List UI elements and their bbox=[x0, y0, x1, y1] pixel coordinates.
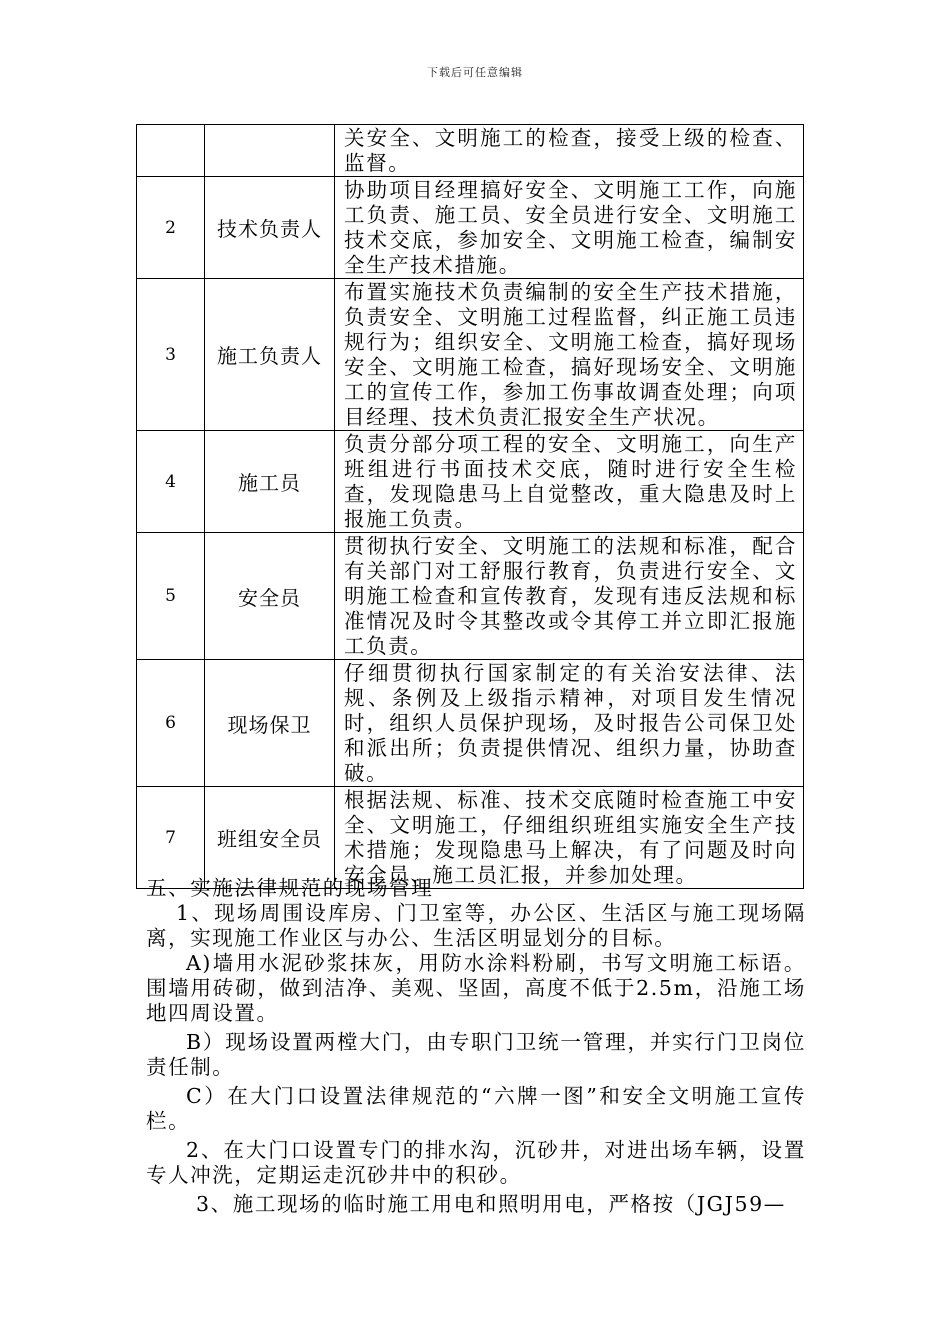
row-number: 5 bbox=[137, 533, 205, 660]
duty-description: 布置实施技术负责编制的安全生产技术措施，负责安全、文明施工过程监督，纠正施工员违规行为；组织安全、文明施工检查，搞好现场安全、文明施工检查，搞好现场安全、文明施工的宣传工作，参加工伤事故调查处理；向项目经理、技术负责汇报安全生产状况。 bbox=[335, 279, 804, 431]
table-row bbox=[137, 431, 804, 533]
responsibility-table bbox=[136, 124, 804, 889]
duty-description: 仔细贯彻执行国家制定的有关治安法律、法规、条例及上级指示精神，对项目发生情况时，组织人员保护现场，及时报告公司保卫处和派出所；负责提供情况、组织力量，协助查破。 bbox=[335, 660, 804, 787]
section-heading: 五、实施法律规范的现场管理 bbox=[146, 876, 434, 900]
page-header: 下载后可任意编辑 bbox=[427, 66, 523, 79]
row-number: 7 bbox=[137, 787, 205, 889]
role-cell: 施工负责人 bbox=[205, 279, 335, 431]
role-cell: 现场保卫 bbox=[205, 660, 335, 787]
paragraph-1: 1、现场周围设库房、门卫室等，办公区、生活区与施工现场隔离，实现施工作业区与办公、生活区明显划分的目标。 bbox=[146, 901, 806, 950]
role-cell: 班组安全员 bbox=[205, 787, 335, 889]
role-cell: 安全员 bbox=[205, 533, 335, 660]
row-number: 6 bbox=[137, 660, 205, 787]
table-row bbox=[137, 660, 804, 787]
duty-description: 负责分部分项工程的安全、文明施工，向生产班组进行书面技术交底，随时进行安全生检查，发现隐患马上自觉整改，重大隐患及时上报施工负责。 bbox=[335, 431, 804, 533]
role-cell bbox=[205, 125, 335, 177]
table-row bbox=[137, 177, 804, 279]
paragraph-a: A)墙用水泥砂浆抹灰，用防水涂料粉刷，书写文明施工标语。围墙用砖砌，做到洁净、美观、坚固，高度不低于2.5m，沿施工场地四周设置。 bbox=[146, 951, 806, 1025]
duty-description: 贯彻执行安全、文明施工的法规和标准，配合有关部门对工舒服行教育，负责进行安全、文明施工检查和宣传教育，发现有违反法规和标准情况及时令其整改或令其停工并立即汇报施工负责。 bbox=[335, 533, 804, 660]
duty-description: 根据法规、标准、技术交底随时检查施工中安全、文明施工，仔细组织班组实施安全生产技术措施；发现隐患马上解决，有了问题及时向安全员、施工员汇报，并参加处理。 bbox=[335, 787, 804, 889]
duty-description: 关安全、文明施工的检查，接受上级的检查、监督。 bbox=[335, 125, 804, 177]
paragraph-2: 2、在大门口设置专门的排水沟，沉砂井，对进出场车辆，设置专人冲洗，定期运走沉砂井中的积砂。 bbox=[146, 1138, 806, 1187]
table-row bbox=[137, 125, 804, 177]
role-cell: 施工员 bbox=[205, 431, 335, 533]
table-row bbox=[137, 787, 804, 889]
table-row bbox=[137, 279, 804, 431]
duty-description: 协助项目经理搞好安全、文明施工工作，向施工负责、施工员、安全员进行安全、文明施工技术交底，参加安全、文明施工检查，编制安全生产技术措施。 bbox=[335, 177, 804, 279]
row-number: 3 bbox=[137, 279, 205, 431]
paragraph-3: 3、施工现场的临时施工用电和照明用电，严格按（JGJ59— bbox=[196, 1192, 786, 1216]
table-row bbox=[137, 533, 804, 660]
paragraph-b: B）现场设置两樘大门，由专职门卫统一管理，并实行门卫岗位责任制。 bbox=[146, 1030, 806, 1079]
row-number bbox=[137, 125, 205, 177]
row-number: 2 bbox=[137, 177, 205, 279]
section-body bbox=[146, 876, 806, 1217]
role-cell: 技术负责人 bbox=[205, 177, 335, 279]
row-number: 4 bbox=[137, 431, 205, 533]
paragraph-c: C）在大门口设置法律规范的“六牌一图”和安全文明施工宣传栏。 bbox=[146, 1084, 806, 1133]
